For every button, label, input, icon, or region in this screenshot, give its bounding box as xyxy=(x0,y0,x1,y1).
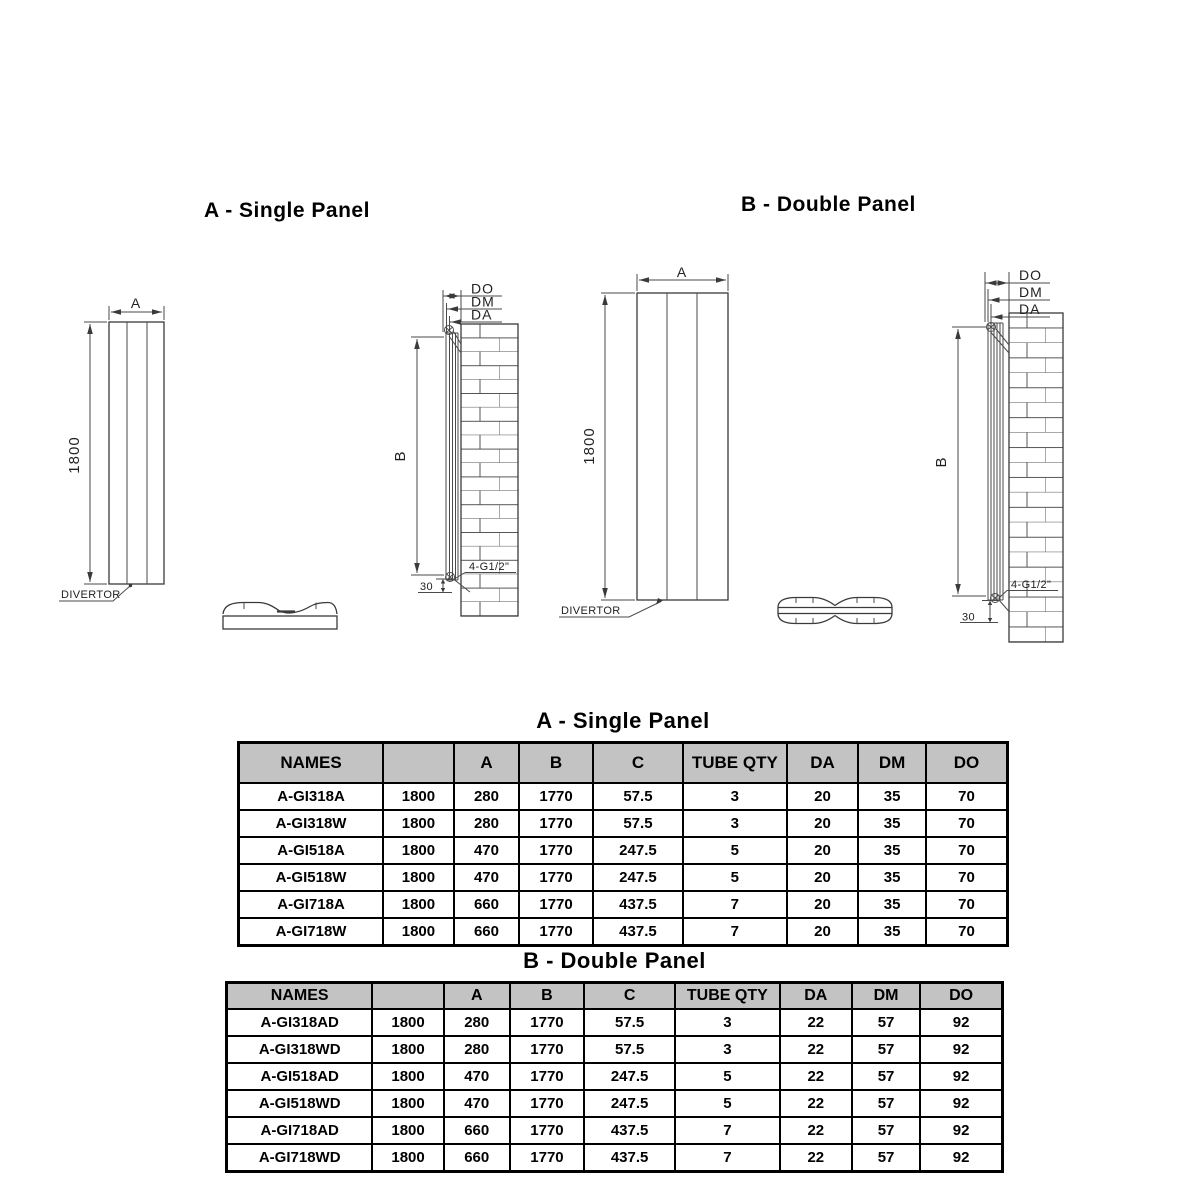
dim-label-da: DA xyxy=(471,306,493,323)
model-name-cell: A-GI518A xyxy=(239,837,384,864)
value-cell: 20 xyxy=(787,891,859,918)
value-cell: 437.5 xyxy=(584,1144,675,1172)
value-cell: 437.5 xyxy=(593,918,683,946)
single-panel-table-section xyxy=(237,708,1009,947)
value-cell: 5 xyxy=(675,1063,780,1090)
value-cell: 660 xyxy=(454,918,519,946)
extension-lines xyxy=(952,327,986,596)
column-header xyxy=(383,743,454,784)
value-cell: 22 xyxy=(780,1036,852,1063)
dim-label-bottom-offset: 30 xyxy=(962,611,976,624)
value-cell: 1800 xyxy=(383,891,454,918)
model-name-cell: A-GI518AD xyxy=(227,1063,373,1090)
radiator-profile xyxy=(988,323,1003,600)
value-cell: 437.5 xyxy=(584,1117,675,1144)
value-cell: 70 xyxy=(926,783,1008,810)
value-cell: 35 xyxy=(858,864,926,891)
double-panel-top-view xyxy=(778,598,892,624)
value-cell: 1770 xyxy=(519,864,593,891)
divertor-pointer xyxy=(656,598,663,605)
model-name-cell: A-GI318A xyxy=(239,783,384,810)
top-connection-valve xyxy=(987,323,1010,354)
value-cell: 280 xyxy=(454,810,519,837)
value-cell: 247.5 xyxy=(584,1063,675,1090)
column-header: C xyxy=(593,743,683,784)
value-cell: 35 xyxy=(858,891,926,918)
double-panel-table-title: B - Double Panel xyxy=(523,948,706,973)
value-cell: 92 xyxy=(920,1090,1002,1117)
column-header: DA xyxy=(787,743,859,784)
table-row xyxy=(239,891,1008,918)
column-header: DA xyxy=(780,983,852,1010)
value-cell: 437.5 xyxy=(593,891,683,918)
panel-seam-lines xyxy=(127,322,147,584)
value-cell: 1770 xyxy=(519,918,593,946)
table-body xyxy=(227,1009,1003,1172)
dim-label-dm: DM xyxy=(1019,284,1043,300)
value-cell: 92 xyxy=(920,1063,1002,1090)
column-header: TUBE QTY xyxy=(675,983,780,1010)
double-panel-table-section xyxy=(225,948,1004,1173)
column-header: NAMES xyxy=(227,983,373,1010)
value-cell: 70 xyxy=(926,837,1008,864)
value-cell: 1800 xyxy=(372,1090,443,1117)
value-cell: 1770 xyxy=(510,1063,584,1090)
dim-label-depth: B xyxy=(392,450,409,462)
value-cell: 92 xyxy=(920,1117,1002,1144)
column-header: NAMES xyxy=(239,743,384,784)
column-header: DM xyxy=(852,983,920,1010)
model-name-cell: A-GI518W xyxy=(239,864,384,891)
value-cell: 3 xyxy=(683,810,787,837)
value-cell: 22 xyxy=(780,1009,852,1036)
divertor-label: DIVERTOR xyxy=(61,589,121,601)
connection-label: 4-G1/2" xyxy=(1011,579,1052,591)
value-cell: 470 xyxy=(454,837,519,864)
value-cell: 1770 xyxy=(519,891,593,918)
dim-label-width: A xyxy=(130,295,142,311)
value-cell: 7 xyxy=(675,1117,780,1144)
dim-label-depth: B xyxy=(933,456,950,468)
value-cell: 35 xyxy=(858,783,926,810)
value-cell: 22 xyxy=(780,1117,852,1144)
section-base xyxy=(223,616,337,629)
header-row xyxy=(227,983,1003,1010)
dim-label-bottom-offset: 30 xyxy=(420,581,434,593)
header-row xyxy=(239,743,1008,784)
value-cell: 1800 xyxy=(383,810,454,837)
dim-label-do: DO xyxy=(471,280,494,297)
value-cell: 20 xyxy=(787,810,859,837)
value-cell: 1800 xyxy=(383,783,454,810)
model-name-cell: A-GI718W xyxy=(239,918,384,946)
value-cell: 470 xyxy=(454,864,519,891)
column-header xyxy=(372,983,443,1010)
value-cell: 57 xyxy=(852,1063,920,1090)
value-cell: 70 xyxy=(926,918,1008,946)
value-cell: 22 xyxy=(780,1090,852,1117)
value-cell: 70 xyxy=(926,810,1008,837)
value-cell: 1800 xyxy=(372,1036,443,1063)
extension-lines xyxy=(84,306,164,584)
value-cell: 92 xyxy=(920,1009,1002,1036)
table-row xyxy=(227,1009,1003,1036)
section-ticks xyxy=(244,603,316,610)
table-row xyxy=(227,1117,1003,1144)
value-cell: 1770 xyxy=(510,1036,584,1063)
value-cell: 1800 xyxy=(383,918,454,946)
double-panel-front-view xyxy=(559,264,728,617)
model-name-cell: A-GI718A xyxy=(239,891,384,918)
value-cell: 70 xyxy=(926,891,1008,918)
table-row xyxy=(227,1036,1003,1063)
single-panel-table-title: A - Single Panel xyxy=(536,708,710,733)
value-cell: 1800 xyxy=(372,1009,443,1036)
panel-outline xyxy=(637,293,728,600)
column-header: A xyxy=(444,983,510,1010)
table-row xyxy=(227,1144,1003,1172)
bottom-offset-dimension xyxy=(418,579,452,593)
model-name-cell: A-GI718AD xyxy=(227,1117,373,1144)
value-cell: 5 xyxy=(683,837,787,864)
table-row xyxy=(239,918,1008,946)
table-row xyxy=(239,810,1008,837)
column-header: C xyxy=(584,983,675,1010)
value-cell: 35 xyxy=(858,810,926,837)
dim-label-dm: DM xyxy=(471,293,495,310)
value-cell: 57.5 xyxy=(593,810,683,837)
dim-label-da: DA xyxy=(1019,301,1041,317)
value-cell: 7 xyxy=(683,891,787,918)
value-cell: 7 xyxy=(675,1144,780,1172)
dim-label-width: A xyxy=(676,264,688,280)
double-panel-spec-table xyxy=(225,981,1004,1173)
value-cell: 1770 xyxy=(510,1117,584,1144)
table-row xyxy=(239,864,1008,891)
value-cell: 3 xyxy=(675,1036,780,1063)
table-row xyxy=(227,1063,1003,1090)
value-cell: 22 xyxy=(780,1063,852,1090)
column-header: TUBE QTY xyxy=(683,743,787,784)
table-body xyxy=(239,783,1008,946)
value-cell: 470 xyxy=(444,1090,510,1117)
value-cell: 1800 xyxy=(372,1144,443,1172)
value-cell: 92 xyxy=(920,1144,1002,1172)
value-cell: 1770 xyxy=(510,1090,584,1117)
value-cell: 20 xyxy=(787,918,859,946)
value-cell: 7 xyxy=(683,918,787,946)
value-cell: 20 xyxy=(787,864,859,891)
value-cell: 280 xyxy=(444,1036,510,1063)
table-row xyxy=(227,1090,1003,1117)
divertor-pointer xyxy=(129,584,132,587)
value-cell: 1800 xyxy=(383,864,454,891)
model-name-cell: A-GI518WD xyxy=(227,1090,373,1117)
value-cell: 57 xyxy=(852,1144,920,1172)
value-cell: 35 xyxy=(858,837,926,864)
dim-label-height: 1800 xyxy=(66,436,83,474)
panel-seam-lines xyxy=(667,293,697,600)
model-name-cell: A-GI318W xyxy=(239,810,384,837)
technical-drawings xyxy=(0,170,1200,690)
value-cell: 660 xyxy=(444,1117,510,1144)
value-cell: 57 xyxy=(852,1009,920,1036)
value-cell: 3 xyxy=(683,783,787,810)
model-name-cell: A-GI318WD xyxy=(227,1036,373,1063)
value-cell: 470 xyxy=(444,1063,510,1090)
panel-outline xyxy=(109,322,164,584)
model-name-cell: A-GI718WD xyxy=(227,1144,373,1172)
value-cell: 1770 xyxy=(510,1144,584,1172)
value-cell: 1800 xyxy=(383,837,454,864)
value-cell: 57 xyxy=(852,1117,920,1144)
double-panel-side-view xyxy=(933,267,1063,642)
extension-lines xyxy=(601,274,728,600)
value-cell: 5 xyxy=(683,864,787,891)
value-cell: 247.5 xyxy=(593,837,683,864)
wall-section xyxy=(1009,313,1063,642)
column-header: DM xyxy=(858,743,926,784)
single-panel-side-view xyxy=(392,281,518,617)
column-header: A xyxy=(454,743,519,784)
value-cell: 247.5 xyxy=(584,1090,675,1117)
table-row xyxy=(239,837,1008,864)
value-cell: 280 xyxy=(444,1009,510,1036)
single-panel-front-view xyxy=(59,295,164,601)
single-panel-top-view xyxy=(223,603,337,630)
value-cell: 1770 xyxy=(519,837,593,864)
value-cell: 5 xyxy=(675,1090,780,1117)
column-header: DO xyxy=(926,743,1008,784)
value-cell: 57 xyxy=(852,1090,920,1117)
value-cell: 22 xyxy=(780,1144,852,1172)
dim-label-height: 1800 xyxy=(581,427,598,465)
double-panel-drawing-title: B - Double Panel xyxy=(741,193,916,216)
section-rails xyxy=(778,608,892,614)
value-cell: 57.5 xyxy=(584,1009,675,1036)
value-cell: 70 xyxy=(926,864,1008,891)
value-cell: 247.5 xyxy=(593,864,683,891)
value-cell: 57.5 xyxy=(593,783,683,810)
single-panel-drawing-title: A - Single Panel xyxy=(204,199,370,222)
section-lobes xyxy=(778,598,892,624)
radiator-profile xyxy=(446,333,458,580)
table-row xyxy=(239,783,1008,810)
value-cell: 35 xyxy=(858,918,926,946)
value-cell: 280 xyxy=(454,783,519,810)
value-cell: 1770 xyxy=(519,810,593,837)
column-header: DO xyxy=(920,983,1002,1010)
extension-lines xyxy=(411,337,444,575)
value-cell: 1800 xyxy=(372,1117,443,1144)
connection-label: 4-G1/2" xyxy=(469,561,510,573)
value-cell: 660 xyxy=(454,891,519,918)
value-cell: 92 xyxy=(920,1036,1002,1063)
divertor-label: DIVERTOR xyxy=(561,605,621,617)
value-cell: 57.5 xyxy=(584,1036,675,1063)
value-cell: 1770 xyxy=(519,783,593,810)
bottom-offset-dimension xyxy=(960,601,998,624)
column-header: B xyxy=(519,743,593,784)
dim-label-do: DO xyxy=(1019,267,1042,283)
model-name-cell: A-GI318AD xyxy=(227,1009,373,1036)
column-header: B xyxy=(510,983,584,1010)
value-cell: 57 xyxy=(852,1036,920,1063)
value-cell: 1770 xyxy=(510,1009,584,1036)
value-cell: 20 xyxy=(787,837,859,864)
value-cell: 660 xyxy=(444,1144,510,1172)
value-cell: 1800 xyxy=(372,1063,443,1090)
section-ticks xyxy=(796,598,874,624)
single-panel-spec-table xyxy=(237,741,1009,947)
value-cell: 20 xyxy=(787,783,859,810)
value-cell: 3 xyxy=(675,1009,780,1036)
